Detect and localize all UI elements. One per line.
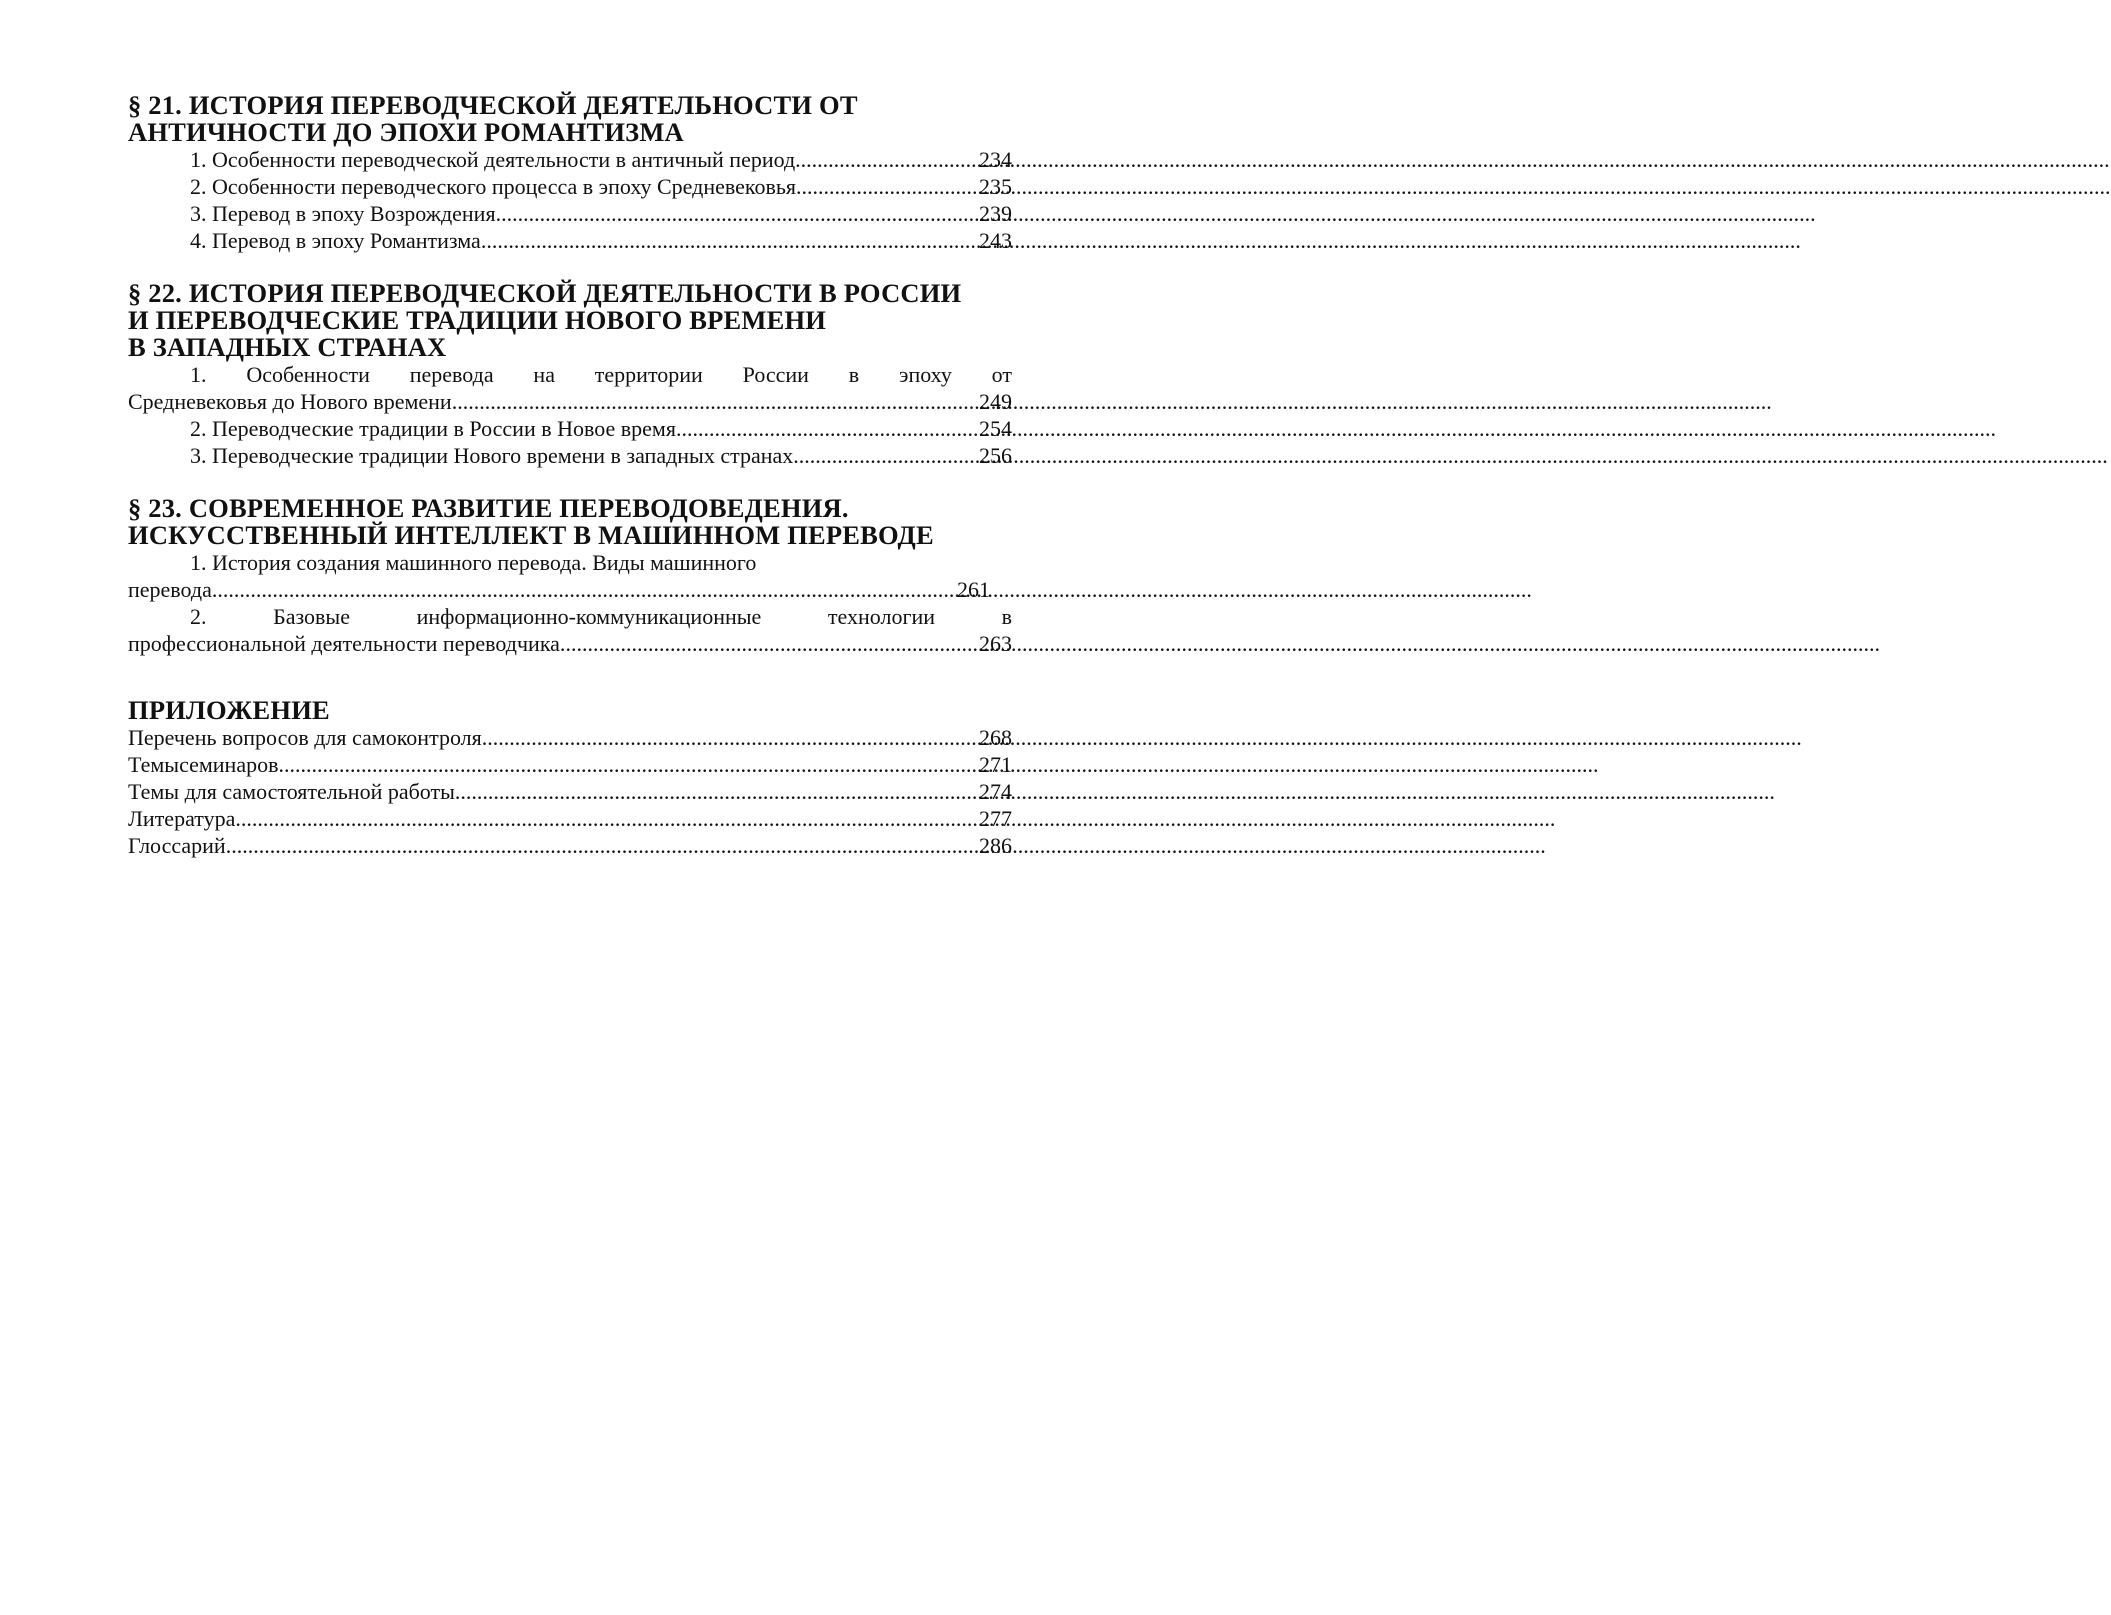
heading-line: И ПЕРЕВОДЧЕСКИЕ ТРАДИЦИИ НОВОГО ВРЕМЕНИ [128, 305, 827, 335]
dot-leader [501, 200, 979, 227]
toc-entry-last-line [128, 576, 990, 603]
toc-entry[interactable] [128, 778, 1012, 805]
toc-entry-title: Перечень вопросов для самоконтроля. [128, 725, 488, 750]
table-of-contents [128, 92, 1012, 885]
toc-entry-title: профессиональной деятельности переводчика. [128, 631, 566, 656]
dot-leader [460, 778, 979, 805]
toc-entry-page: 243 [979, 228, 1012, 253]
toc-entry-page: 271 [979, 752, 1012, 777]
dot-leader [284, 751, 979, 778]
dot-leader [457, 388, 979, 415]
toc-entry[interactable] [128, 549, 1012, 603]
section-heading [128, 92, 1012, 146]
toc-entry-title: Темысеминаров. [128, 752, 284, 777]
heading-line: § 22. ИСТОРИЯ ПЕРЕВОДЧЕСКОЙ ДЕЯТЕЛЬНОСТИ В РОССИИ [128, 278, 962, 308]
toc-entry-page: 277 [979, 806, 1012, 831]
toc-entry-page: 261 [957, 577, 990, 602]
toc-section-22 [128, 280, 1012, 469]
toc-entry-page: 256 [979, 443, 1012, 468]
toc-entry[interactable] [128, 415, 1012, 442]
heading-line: В ЗАПАДНЫХ СТРАНАХ [128, 332, 447, 362]
toc-entry-page: 254 [979, 416, 1012, 441]
toc-entry[interactable] [128, 361, 1012, 415]
dot-leader [486, 227, 979, 254]
toc-entry-title: Литература. [128, 806, 241, 831]
toc-entry-page: 274 [979, 779, 1012, 804]
toc-entry[interactable] [128, 173, 1012, 200]
appendix-heading: ПРИЛОЖЕНИЕ [128, 695, 330, 725]
heading-line: § 21. ИСТОРИЯ ПЕРЕВОДЧЕСКОЙ ДЕЯТЕЛЬНОСТИ ОТ [128, 90, 858, 120]
toc-entry-title: Средневековья до Нового времени. [128, 389, 458, 414]
toc-entry-page: 249 [979, 389, 1012, 414]
dot-leader [681, 415, 979, 442]
toc-entry-title: 3. Переводческие традиции Нового времени в западных странах [190, 443, 794, 468]
toc-entry[interactable] [128, 442, 1012, 469]
toc-entry-last-line [128, 388, 1012, 415]
toc-entry[interactable] [128, 227, 1012, 254]
toc-entry[interactable] [128, 751, 1012, 778]
toc-entry-title: Глоссарий. [128, 833, 232, 858]
toc-entry-page: 286 [979, 833, 1012, 858]
heading-line: АНТИЧНОСТИ ДО ЭПОХИ РОМАНТИЗМА [128, 117, 684, 147]
toc-entry-title: 1. Особенности переводческой деятельности в античный период [190, 147, 796, 172]
toc-entry[interactable] [128, 146, 1012, 173]
toc-entry-title: 4. Перевод в эпоху Романтизма. [190, 228, 487, 253]
toc-section-23 [128, 495, 1012, 657]
dot-leader [795, 146, 979, 173]
section-heading [128, 280, 1012, 361]
toc-entry[interactable] [128, 200, 1012, 227]
toc-entry-last-line [128, 630, 1012, 657]
dot-leader [565, 630, 979, 657]
dot-leader [793, 442, 979, 469]
heading-line: ИСКУССТВЕННЫЙ ИНТЕЛЛЕКТ В МАШИННОМ ПЕРЕВОДЕ [128, 520, 934, 550]
dot-leader [487, 724, 979, 751]
toc-entry-page: 263 [979, 631, 1012, 656]
toc-entry[interactable] [128, 805, 1012, 832]
toc-entry-title-line: 2. Базовые информационно-коммуникационные технологии в [190, 604, 1012, 629]
toc-section-21 [128, 92, 1012, 254]
toc-entry-page: 268 [979, 725, 1012, 750]
toc-entry-title-line: 1. История создания машинного перевода. Виды машинного [190, 550, 757, 575]
toc-entry[interactable] [128, 724, 1012, 751]
toc-entry-page: 234 [979, 147, 1012, 172]
toc-entry[interactable] [128, 603, 1012, 657]
section-heading [128, 495, 1012, 549]
toc-entry-page: 235 [979, 174, 1012, 199]
toc-entry-title-line: 1. Особенности перевода на территории России в эпоху от [190, 362, 1012, 387]
toc-entry-title: перевода. [128, 577, 218, 602]
toc-entry-title: 2. Переводческие традиции в России в Новое время. [190, 416, 682, 441]
dot-leader [241, 805, 979, 832]
heading-line: § 23. СОВРЕМЕННОЕ РАЗВИТИЕ ПЕРЕВОДОВЕДЕНИЯ. [128, 493, 849, 523]
toc-entry-title: 3. Перевод в эпоху Возрождения. [190, 201, 502, 226]
toc-entry-title: Темы для самостоятельной работы. [128, 779, 461, 804]
dot-leader [231, 832, 979, 859]
toc-entry[interactable] [128, 832, 1012, 859]
toc-appendix [128, 697, 1012, 859]
dot-leader [217, 576, 957, 603]
toc-entry-title: 2. Особенности переводческого процесса в эпоху Средневековья [190, 174, 797, 199]
dot-leader [796, 173, 979, 200]
toc-entry-page: 239 [979, 201, 1012, 226]
